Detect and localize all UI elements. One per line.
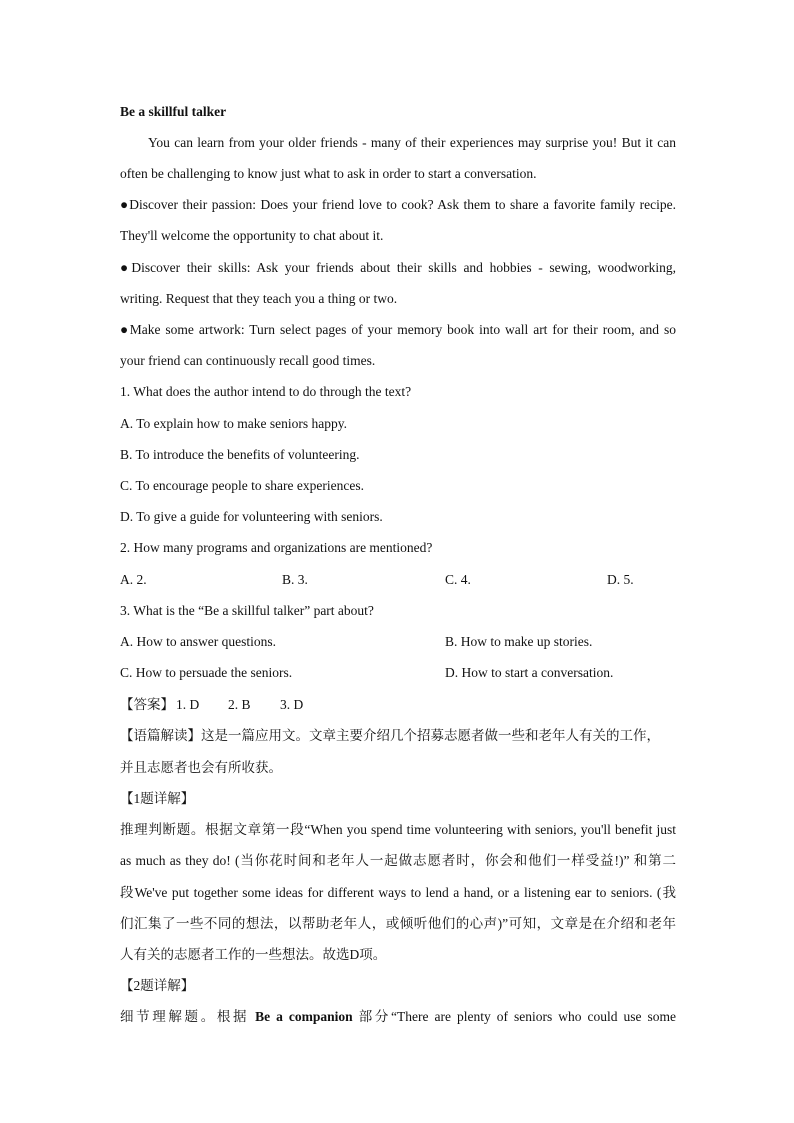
question-3-option-c: C. How to persuade the seniors. — [120, 665, 293, 680]
question-3-option-d: D. How to start a conversation. — [445, 665, 614, 680]
detail-1-line: 段We've put together some ideas for different ways to lend a hand, or a listening ear to seniors. (我 — [120, 885, 676, 900]
detail-2-bold: Be a companion — [255, 1009, 353, 1024]
reading-label: 【语篇解读】 — [120, 728, 201, 743]
detail-2-pre: 细节理解题。根据 — [120, 1009, 256, 1024]
question-2-option-b: B. 3. — [282, 572, 308, 587]
question-3-stem: 3. What is the “Be a skillful talker” part about? — [120, 603, 374, 618]
reading-text: 这是一篇应用文。文章主要介绍几个招募志愿者做一些和老年人有关的工作， — [201, 728, 660, 743]
reading-line-1 — [120, 726, 676, 746]
answer-3: 3. D — [280, 697, 304, 712]
detail-1-label: 【1题详解】 — [120, 791, 195, 806]
answer-label: 【答案】 — [120, 697, 174, 712]
question-2-option-d: D. 5. — [607, 572, 634, 587]
question-3-option-a: A. How to answer questions. — [120, 634, 276, 649]
answer-1: 1. D — [176, 697, 200, 712]
paragraph-line: often be challenging to know just what to ask in order to start a conversation. — [120, 166, 537, 181]
detail-2-label: 【2题详解】 — [120, 978, 195, 993]
question-1-option-b: B. To introduce the benefits of volunteering. — [120, 447, 360, 462]
bullet-item-artwork: ●Make some artwork: Turn select pages of your memory book into wall art for their room, and so — [120, 322, 676, 337]
reading-line-2: 并且志愿者也会有所收获。 — [120, 760, 282, 775]
question-2-option-a: A. 2. — [120, 572, 147, 587]
detail-1-line: 们汇集了一些不同的想法，以帮助老年人，或倾听他们的心声)”可知，文章是在介绍和老年 — [120, 916, 676, 931]
bullet-item-skills: ●Discover their skills: Ask your friends about their skills and hobbies - sewing, woodworking, — [120, 260, 676, 275]
question-1-option-a: A. To explain how to make seniors happy. — [120, 416, 348, 431]
question-2-option-c: C. 4. — [445, 572, 471, 587]
bullet-item-passion-cont: They'll welcome the opportunity to chat about it. — [120, 228, 384, 243]
detail-1-line: 人有关的志愿者工作的一些想法。故选D项。 — [120, 947, 387, 962]
question-1-stem: 1. What does the author intend to do through the text? — [120, 384, 412, 399]
detail-2-post: 部分“There are plenty of seniors who could use some — [352, 1009, 677, 1024]
question-2-stem: 2. How many programs and organizations are mentioned? — [120, 540, 433, 555]
bullet-item-passion: ●Discover their passion: Does your friend love to cook? Ask them to share a favorite family recipe. — [120, 197, 676, 212]
paragraph-line: You can learn from your older friends - many of their experiences may surprise you! But it can — [148, 135, 676, 150]
detail-1-line: 推理判断题。根据文章第一段“When you spend time volunteering with seniors, you'll benefit just — [120, 822, 676, 837]
detail-1-line: as much as they do! (当你花时间和老年人一起做志愿者时，你会和他们一样受益!)” 和第二 — [120, 853, 676, 868]
detail-2-line — [120, 1007, 676, 1027]
bullet-item-skills-cont: writing. Request that they teach you a thing or two. — [120, 291, 398, 306]
section-title: Be a skillful talker — [120, 104, 227, 119]
question-1-option-d: D. To give a guide for volunteering with seniors. — [120, 509, 383, 524]
bullet-item-artwork-cont: your friend can continuously recall good times. — [120, 353, 376, 368]
answer-2: 2. B — [228, 697, 251, 712]
question-1-option-c: C. To encourage people to share experiences. — [120, 478, 364, 493]
question-3-option-b: B. How to make up stories. — [445, 634, 593, 649]
